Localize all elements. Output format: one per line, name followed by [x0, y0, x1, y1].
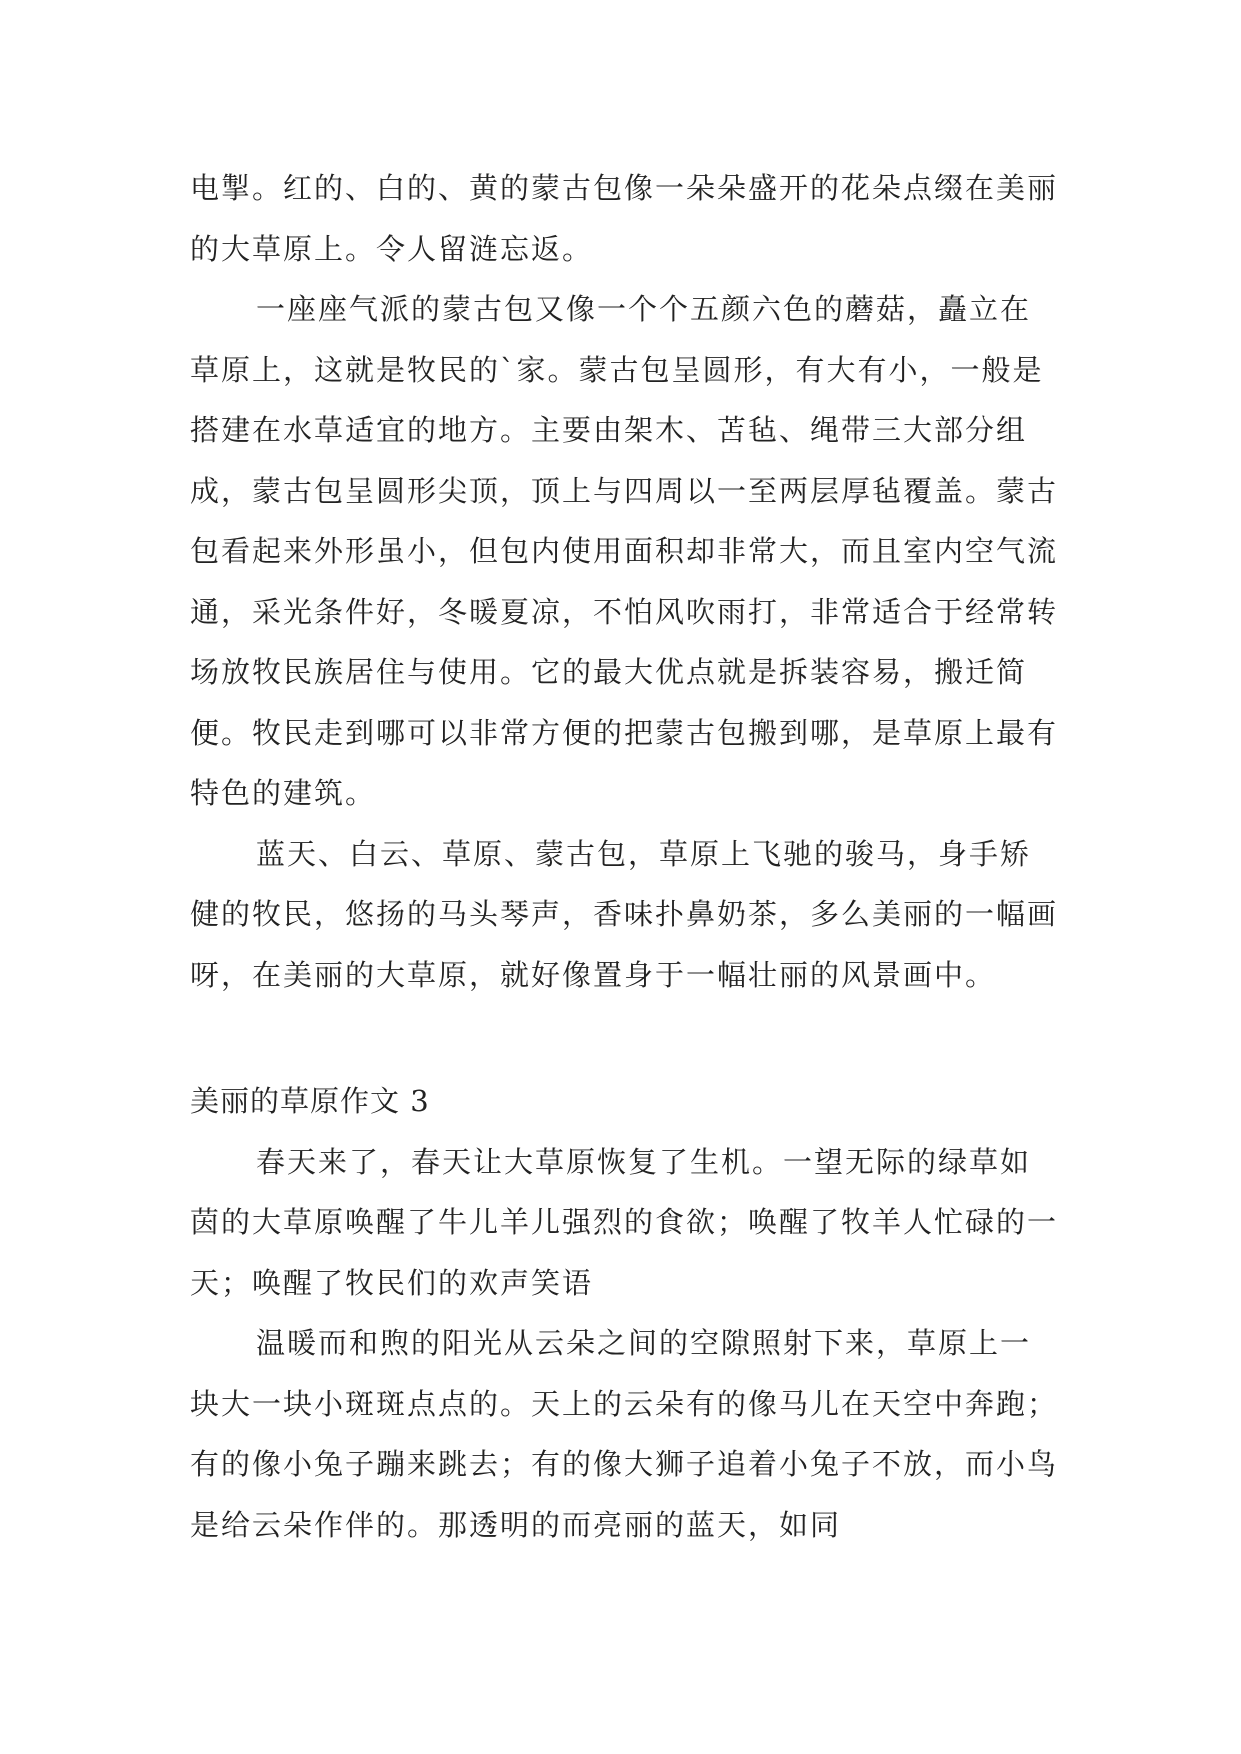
document-body — [190, 158, 1060, 1555]
paragraph-continued: 电掣。红的、白的、黄的蒙古包像一朵朵盛开的花朵点缀在美丽的大草原上。令人留涟忘返。 — [190, 171, 1059, 266]
paragraph-spring: 春天来了，春天让大草原恢复了生机。一望无际的绿草如茵的大草原唤醒了牛儿羊儿强烈的食欲；唤醒了牧羊人忙碌的一天；唤醒了牧民们的欢声笑语 — [190, 1144, 1059, 1300]
section-title: 美丽的草原作文 3 — [190, 1084, 430, 1118]
paragraph-sunlight: 温暖而和煦的阳光从云朵之间的空隙照射下来，草原上一块大一块小斑斑点点的。天上的云朵有的像马儿在天空中奔跑；有的像小兔子蹦来跳去；有的像大狮子追着小兔子不放，而小鸟是给云朵作伴的。那透明的而亮丽的蓝天，如同 — [190, 1326, 1059, 1542]
paragraph-yurt-description: 一座座气派的蒙古包又像一个个五颜六色的蘑菇，矗立在草原上，这就是牧民的`家。蒙古包呈圆形，有大有小，一般是搭建在水草适宜的地方。主要由架木、苫毡、绳带三大部分组成，蒙古包呈圆形尖顶，顶上与四周以一至两层厚毡覆盖。蒙古包看起来外形虽小，但包内使用面积却非常大，而且室内空气流通，采光条件好，冬暖夏凉，不怕风吹雨打，非常适合于经常转场放牧民族居住与使用。它的最大优点就是拆装容易，搬迁简便。牧民走到哪可以非常方便的把蒙古包搬到哪，是草原上最有特色的建筑。 — [190, 292, 1059, 810]
paragraph-grassland-scene: 蓝天、白云、草原、蒙古包，草原上飞驰的骏马，身手矫健的牧民，悠扬的马头琴声，香味扑鼻奶茶，多么美丽的一幅画呀，在美丽的大草原，就好像置身于一幅壮丽的风景画中。 — [190, 836, 1059, 992]
